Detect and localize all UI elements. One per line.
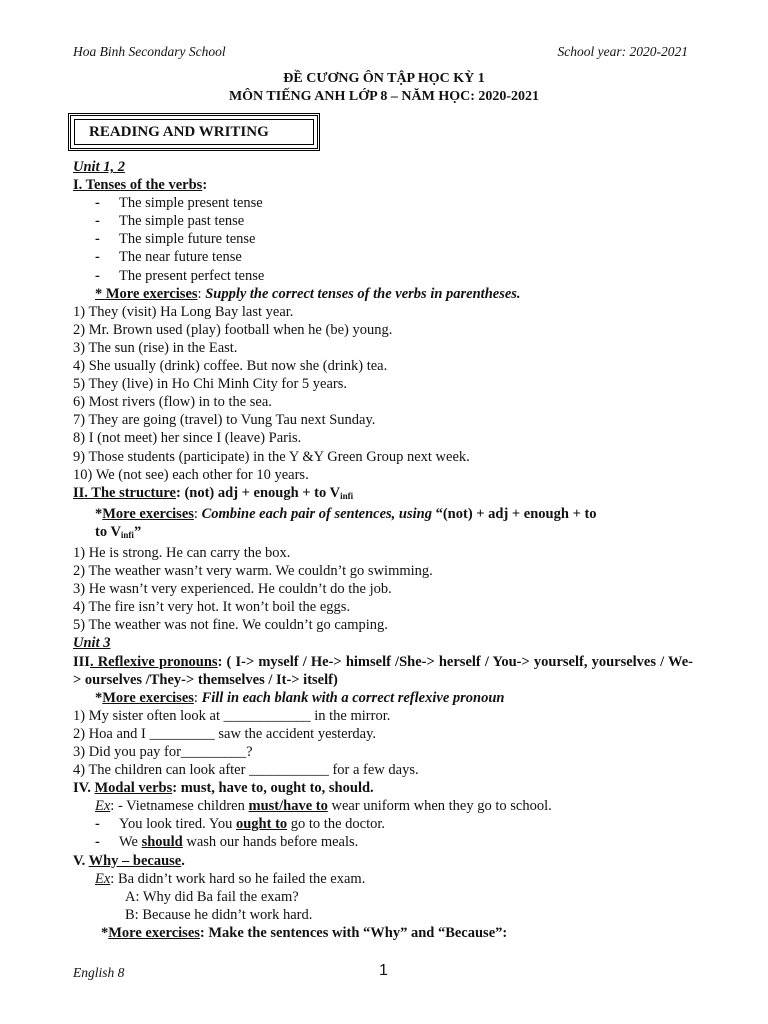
- document-subtitle: MÔN TIẾNG ANH LỚP 8 – NĂM HỌC: 2020-2021: [228, 89, 540, 104]
- exercise-instruction: * More exercises: Supply the correct tenses of the verbs in parentheses.: [95, 285, 521, 302]
- exercise-instruction: *More exercises: Make the sentences with “Why” and “Because”:: [101, 924, 508, 941]
- exercise-item: 1) He is strong. He can carry the box.: [73, 544, 291, 561]
- example-question: A: Why did Ba fail the exam?: [125, 888, 299, 905]
- example-answer: B: Because he didn’t work hard.: [125, 906, 313, 923]
- bullet-item: - The simple past tense: [95, 213, 245, 230]
- exercise-item: 2) Mr. Brown used (play) football when he (be) young.: [73, 321, 393, 338]
- header-school: Hoa Binh Secondary School: [73, 44, 226, 59]
- exercise-item: 4) The children can look after ___________ for a few days.: [73, 762, 419, 779]
- bullet-item: - The simple present tense: [95, 195, 263, 212]
- exercise-item: 5) The weather was not fine. We couldn’t go camping.: [73, 617, 388, 634]
- bullet-item: - You look tired. You ought to go to the doctor.: [95, 816, 386, 833]
- exercise-item: 3) Did you pay for_________?: [73, 744, 253, 760]
- exercise-item: 1) My sister often look at ____________ in the mirror.: [73, 707, 391, 724]
- document-title: ĐỀ CƯƠNG ÔN TẬP HỌC KỲ 1: [283, 71, 485, 86]
- exercise-item: 4) She usually (drink) coffee. But now she (drink) tea.: [73, 358, 388, 375]
- section-heading: IV. Modal verbs: must, have to, ought to, should.: [73, 780, 374, 797]
- page-number: 1: [379, 962, 388, 979]
- bullet-item: - The present perfect tense: [95, 267, 265, 284]
- exercise-item: 8) I (not meet) her since I (leave) Paris.: [73, 430, 302, 447]
- header-year: School year: 2020-2021: [557, 44, 688, 59]
- exercise-item: 3) The sun (rise) in the East.: [73, 339, 238, 356]
- exercise-item: 2) The weather wasn’t very warm. We couldn’t go swimming.: [73, 563, 433, 580]
- bullet-item: - The simple future tense: [95, 231, 256, 248]
- bullet-item: - The near future tense: [95, 249, 242, 266]
- exercise-item: 3) He wasn’t very experienced. He couldn’t do the job.: [73, 581, 392, 598]
- example-line: Ex: Ba didn’t work hard so he failed the exam.: [95, 870, 366, 887]
- section-heading: I. Tenses of the verbs:: [73, 177, 208, 194]
- section-box-label: READING AND WRITING: [74, 119, 314, 145]
- exercise-item: 1) They (visit) Ha Long Bay last year.: [73, 303, 294, 320]
- exercise-item: 4) The fire isn’t very hot. It won’t boil the eggs.: [73, 599, 351, 616]
- exercise-item: 6) Most rivers (flow) in to the sea.: [73, 394, 272, 411]
- exercise-item: 5) They (live) in Ho Chi Minh City for 5 years.: [73, 376, 347, 393]
- exercise-instruction: *More exercises: Combine each pair of sentences, using “(not) + adj + enough + to: [95, 505, 597, 522]
- exercise-item: 2) Hoa and I _________ saw the accident yesterday.: [73, 725, 377, 742]
- section-heading: V. Why – because.: [73, 852, 185, 869]
- section-heading: III. Reflexive pronouns: ( I-> myself / He-> himself /She-> herself / You-> yourself, yourselves / We-> ourselves /They-> themselves / It-> itself): [73, 653, 693, 688]
- unit-heading: Unit 1, 2: [73, 159, 125, 175]
- exercise-instruction: *More exercises: Fill in each blank with a correct reflexive pronoun: [95, 689, 505, 706]
- exercise-item: 10) We (not see) each other for 10 years.: [73, 466, 309, 483]
- exercise-instruction-cont: to $V_{infi}$”: [95, 523, 142, 540]
- exercise-item: 9) Those students (participate) in the Y &Y Green Group next week.: [73, 448, 470, 465]
- example-line: Ex: - Vietnamese children must/have to wear uniform when they go to school.: [95, 798, 552, 815]
- section-heading: II. The structure: (not) adj + enough + to $V_{infi}$: [73, 484, 354, 501]
- exercise-item: 7) They are going (travel) to Vung Tau next Sunday.: [73, 412, 376, 429]
- document-body: [73, 158, 693, 942]
- unit-heading: Unit 3: [73, 635, 111, 652]
- bullet-item: - We should wash our hands before meals.: [95, 834, 359, 851]
- footer-subject: English 8: [73, 965, 125, 980]
- section-box: [68, 113, 320, 151]
